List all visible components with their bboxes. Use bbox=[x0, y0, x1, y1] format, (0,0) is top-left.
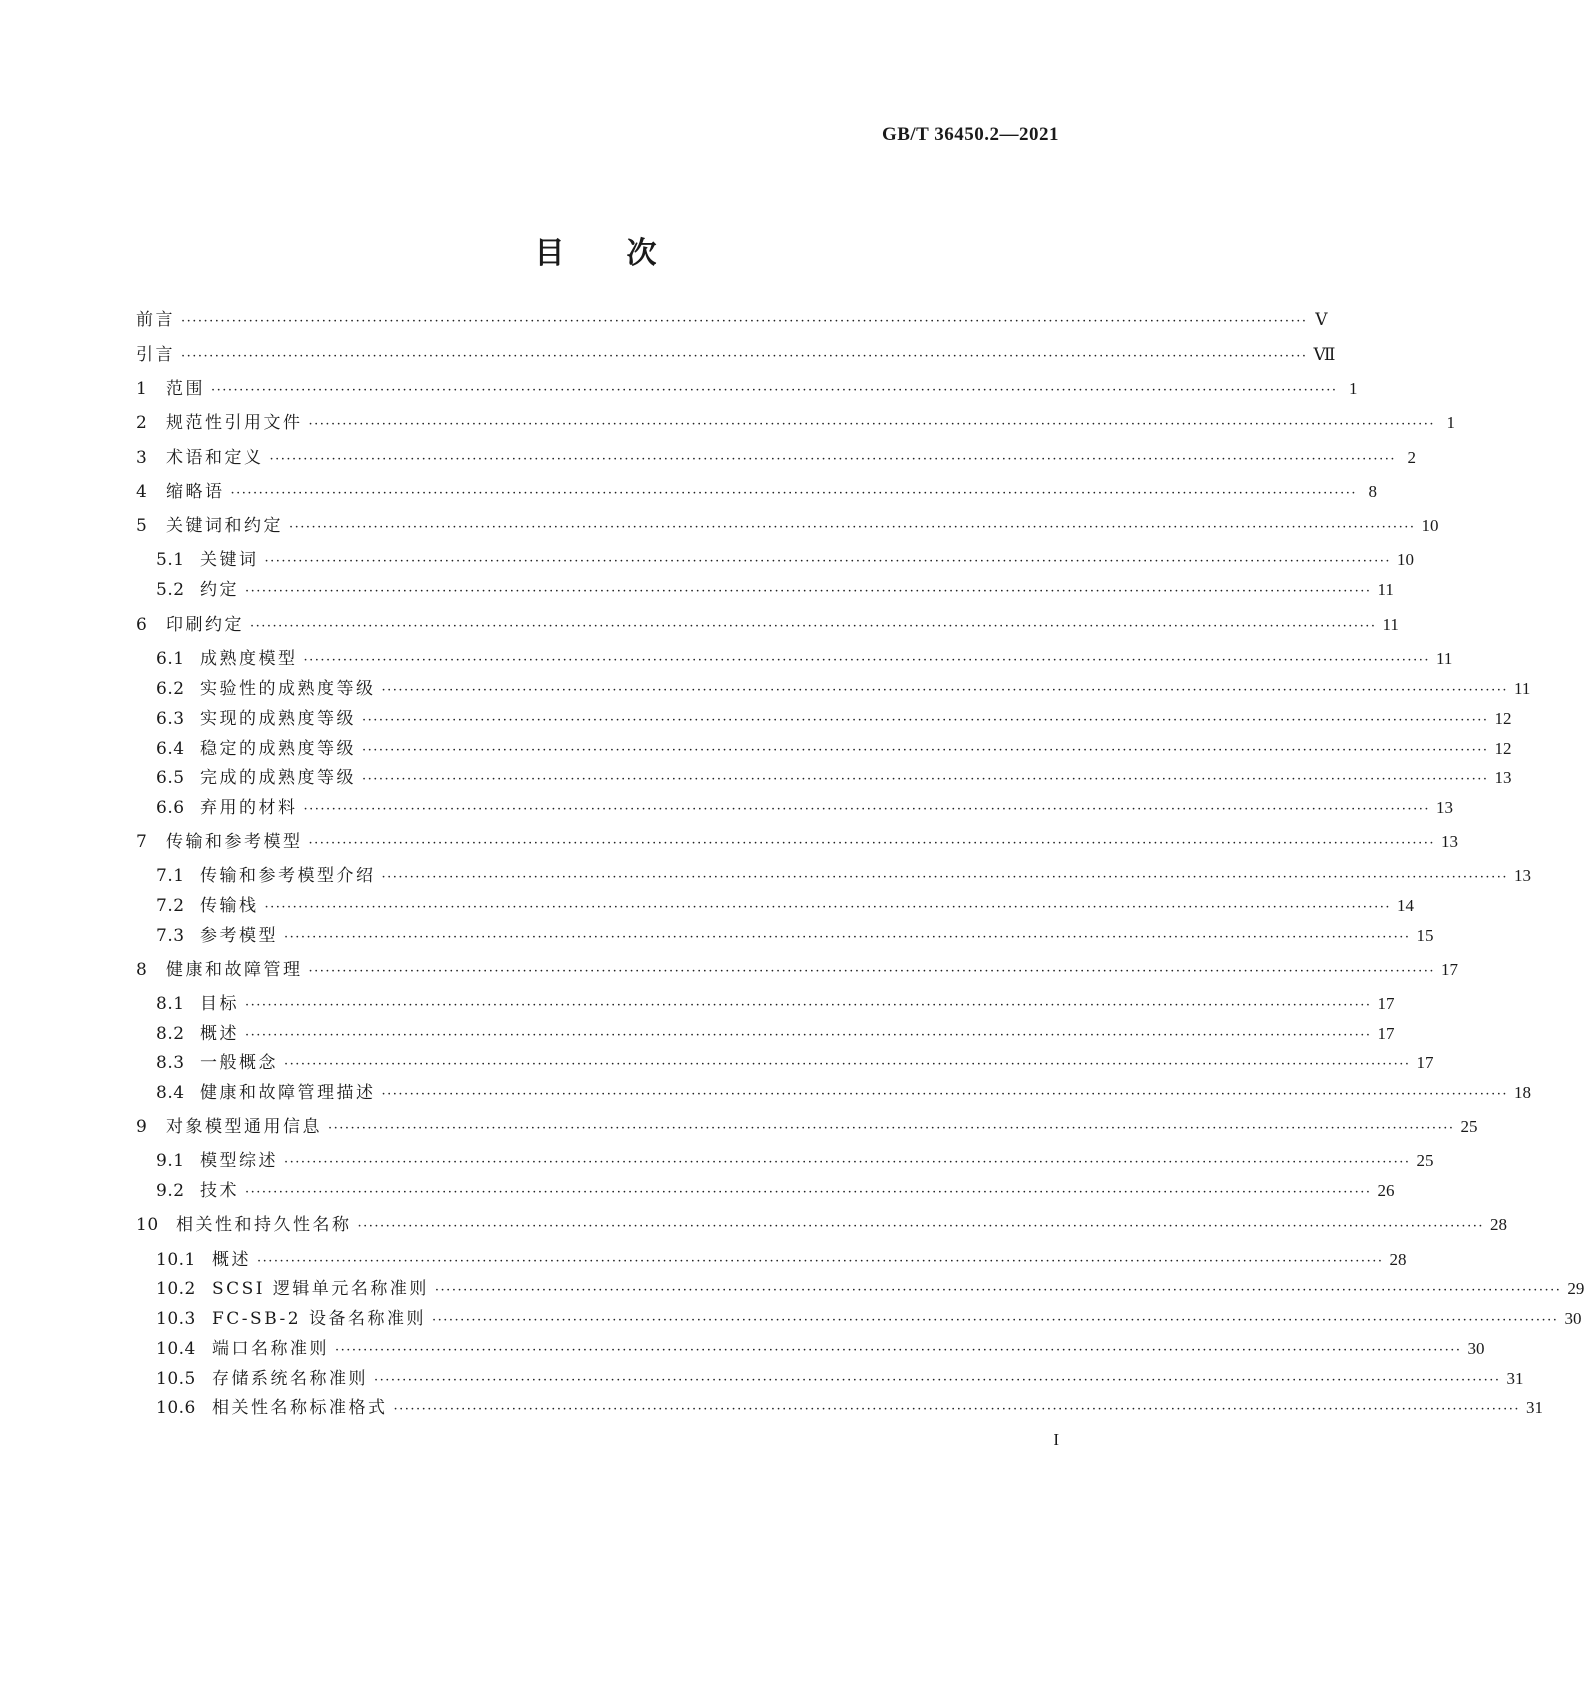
toc-entry-number: 6.4 bbox=[156, 739, 185, 759]
toc-entry[interactable] bbox=[156, 578, 1394, 602]
dot-leader: ········································································································································································································ bbox=[264, 554, 1391, 569]
toc-entry-number: 9.2 bbox=[156, 1181, 185, 1201]
toc-entry[interactable] bbox=[156, 894, 1414, 918]
toc-entry[interactable] bbox=[156, 766, 1512, 790]
toc-entry-label: 规范性引用文件 bbox=[166, 413, 303, 433]
toc-entry-label: 健康和故障管理描述 bbox=[200, 1083, 376, 1103]
toc-entry-page: 13 bbox=[1513, 866, 1531, 885]
toc-entry[interactable] bbox=[156, 864, 1531, 888]
toc-entry-label: 技术 bbox=[200, 1181, 239, 1201]
toc-entry-page: 13 bbox=[1494, 768, 1512, 787]
toc-entry-label: 关键词和约定 bbox=[166, 516, 283, 536]
toc-entry-label: 目标 bbox=[200, 994, 239, 1014]
toc-entry-page: 11 bbox=[1377, 580, 1394, 599]
toc-entry-label: 印刷约定 bbox=[166, 615, 244, 635]
toc-entry-label: 传输栈 bbox=[200, 896, 259, 916]
toc-entry[interactable] bbox=[136, 1213, 1507, 1237]
dot-leader: ········································································································································································································ bbox=[434, 1283, 1562, 1298]
title-char-1: 目 bbox=[534, 236, 565, 271]
toc-entry[interactable] bbox=[136, 613, 1399, 637]
toc-entry[interactable] bbox=[156, 707, 1512, 731]
toc-entry[interactable] bbox=[136, 514, 1439, 538]
dot-leader: ········································································································································································································ bbox=[357, 1219, 1484, 1234]
toc-entry-page: 17 bbox=[1377, 994, 1395, 1013]
toc-entry-number: 4 bbox=[136, 482, 148, 502]
toc-entry-number: 7.3 bbox=[156, 926, 185, 946]
toc-entry-label: 弃用的材料 bbox=[200, 798, 298, 818]
toc-entry-page: 11 bbox=[1513, 679, 1531, 698]
toc-entry-number: 10.2 bbox=[156, 1279, 196, 1299]
toc-entry-label: 前言 bbox=[136, 310, 175, 330]
dot-leader: ········································································································································································································ bbox=[250, 619, 1377, 634]
dot-leader: ········································································································································································································ bbox=[303, 802, 1430, 817]
toc-entry-number: 6.1 bbox=[156, 649, 185, 669]
toc-entry-page: 25 bbox=[1460, 1117, 1478, 1136]
toc-entry-page: 17 bbox=[1440, 960, 1458, 979]
toc-entry-number: 10.4 bbox=[156, 1339, 196, 1359]
dot-leader: ········································································································································································································ bbox=[257, 1254, 1384, 1269]
toc-entry-number: 7.2 bbox=[156, 896, 185, 916]
toc-entry-label: 术语和定义 bbox=[166, 448, 264, 468]
toc-entry[interactable] bbox=[156, 1179, 1395, 1203]
toc-entry-page: 31 bbox=[1525, 1398, 1543, 1417]
dot-leader: ········································································································································································································ bbox=[264, 900, 1391, 915]
toc-entry[interactable] bbox=[156, 647, 1453, 671]
toc-entry-page: 28 bbox=[1389, 1250, 1407, 1269]
toc-entry-label: 传输和参考模型介绍 bbox=[200, 866, 376, 886]
toc-entry[interactable] bbox=[136, 1115, 1478, 1139]
toc-entry-page: 12 bbox=[1494, 709, 1512, 728]
toc-entry-label: 引言 bbox=[136, 345, 175, 365]
toc-entry-number: 10.1 bbox=[156, 1250, 196, 1270]
toc-entry-number: 5.1 bbox=[156, 550, 185, 570]
dot-leader: ········································································································································································································ bbox=[335, 1343, 1462, 1358]
toc-entry-label: 对象模型通用信息 bbox=[166, 1117, 322, 1137]
toc-entry[interactable] bbox=[156, 796, 1453, 820]
dot-leader: ········································································································································································································ bbox=[284, 930, 1411, 945]
toc-entry-number: 9 bbox=[136, 1117, 148, 1137]
toc-entry[interactable] bbox=[156, 1337, 1485, 1361]
page-title bbox=[0, 228, 1191, 272]
dot-leader: ········································································································································································································ bbox=[374, 1373, 1501, 1388]
toc-entry[interactable] bbox=[136, 830, 1458, 854]
toc-entry[interactable] bbox=[136, 377, 1358, 401]
toc-entry-page: 13 bbox=[1440, 832, 1458, 851]
toc-entry-number: 3 bbox=[136, 448, 148, 468]
dot-leader: ········································································································································································································ bbox=[284, 1155, 1411, 1170]
toc-entry[interactable] bbox=[136, 446, 1416, 470]
dot-leader: ········································································································································································································ bbox=[431, 1313, 1559, 1328]
toc-entry-page: 10 bbox=[1421, 516, 1439, 535]
toc-entry-label: 端口名称准则 bbox=[212, 1339, 329, 1359]
toc-entry-label: 概述 bbox=[212, 1250, 251, 1270]
toc-entry-label: 稳定的成熟度等级 bbox=[200, 739, 356, 759]
dot-leader: ········································································································································································································ bbox=[303, 653, 1430, 668]
toc-entry-label: 一般概念 bbox=[200, 1053, 278, 1073]
toc-entry-number: 10.3 bbox=[156, 1309, 196, 1329]
dot-leader: ········································································································································································································ bbox=[308, 417, 1435, 432]
dot-leader: ········································································································································································································ bbox=[245, 998, 1372, 1013]
toc-entry-label: SCSI 逻辑单元名称准则 bbox=[212, 1279, 429, 1299]
dot-leader: ········································································································································································································ bbox=[245, 1028, 1372, 1043]
toc-entry-page: 26 bbox=[1377, 1181, 1395, 1200]
toc-entry-number: 7.1 bbox=[156, 866, 185, 886]
toc-entry-number: 10 bbox=[136, 1215, 159, 1235]
toc-entry-label: FC-SB-2 设备名称准则 bbox=[212, 1309, 426, 1329]
toc-entry-label: 存储系统名称准则 bbox=[212, 1369, 368, 1389]
toc-entry-number: 5 bbox=[136, 516, 148, 536]
toc-entry-label: 模型综述 bbox=[200, 1151, 278, 1171]
toc-entry[interactable] bbox=[136, 411, 1455, 435]
toc-entry-number: 8.1 bbox=[156, 994, 185, 1014]
toc-entry-page: 13 bbox=[1435, 798, 1453, 817]
toc-entry[interactable] bbox=[136, 308, 1328, 332]
toc-entry-number: 8.2 bbox=[156, 1024, 185, 1044]
toc-entry-number: 8.3 bbox=[156, 1053, 185, 1073]
title-char-2: 次 bbox=[626, 236, 657, 271]
toc-entry-number: 10.6 bbox=[156, 1398, 196, 1418]
toc-entry-label: 相关性和持久性名称 bbox=[176, 1215, 352, 1235]
dot-leader: ········································································································································································································ bbox=[284, 1057, 1411, 1072]
toc-entry-number: 5.2 bbox=[156, 580, 185, 600]
toc-entry-page: 10 bbox=[1396, 550, 1414, 569]
toc-entry[interactable] bbox=[156, 737, 1512, 761]
toc-entry-number: 8 bbox=[136, 960, 148, 980]
dot-leader: ········································································································································································································ bbox=[381, 870, 1508, 885]
dot-leader: ········································································································································································································ bbox=[362, 713, 1489, 728]
toc-entry-page: 17 bbox=[1377, 1024, 1395, 1043]
dot-leader: ········································································································································································································ bbox=[328, 1121, 1455, 1136]
toc-entry[interactable] bbox=[156, 1051, 1434, 1075]
toc-entry-page: 2 bbox=[1407, 448, 1416, 467]
toc-entry-page: Ⅶ bbox=[1313, 345, 1336, 364]
toc-entry-label: 概述 bbox=[200, 1024, 239, 1044]
toc-entry-number: 8.4 bbox=[156, 1083, 185, 1103]
dot-leader: ········································································································································································································ bbox=[289, 520, 1416, 535]
toc-entry[interactable] bbox=[136, 343, 1336, 367]
toc-entry[interactable] bbox=[156, 1367, 1524, 1391]
dot-leader: ········································································································································································································ bbox=[269, 452, 1396, 467]
toc-entry-number: 6.2 bbox=[156, 679, 185, 699]
dot-leader: ········································································································································································································ bbox=[181, 314, 1308, 329]
toc-entry[interactable] bbox=[136, 480, 1377, 504]
toc-entry-page: 1 bbox=[1446, 413, 1455, 432]
toc-entry[interactable] bbox=[156, 1081, 1531, 1105]
toc-entry-page: 29 bbox=[1567, 1279, 1584, 1298]
toc-entry-label: 约定 bbox=[200, 580, 239, 600]
toc-entry-page: 11 bbox=[1382, 615, 1399, 634]
toc-entry-page: 18 bbox=[1513, 1083, 1531, 1102]
toc-entry[interactable] bbox=[156, 677, 1531, 701]
dot-leader: ········································································································································································································ bbox=[362, 743, 1489, 758]
toc-entry-number: 9.1 bbox=[156, 1151, 185, 1171]
standard-code: GB/T 36450.2—2021 bbox=[881, 124, 1059, 145]
dot-leader: ········································································································································································································ bbox=[245, 584, 1372, 599]
toc-entry-number: 6.6 bbox=[156, 798, 185, 818]
toc-entry-label: 范围 bbox=[166, 379, 205, 399]
toc-entry[interactable] bbox=[156, 1022, 1395, 1046]
dot-leader: ········································································································································································································ bbox=[362, 772, 1489, 787]
toc-entry-page: 8 bbox=[1368, 482, 1377, 501]
toc-entry-number: 10.5 bbox=[156, 1369, 196, 1389]
toc-entry-page: 31 bbox=[1506, 1369, 1524, 1388]
toc-entry-number: 7 bbox=[136, 832, 148, 852]
toc-entry[interactable] bbox=[136, 958, 1458, 982]
dot-leader: ········································································································································································································ bbox=[308, 836, 1435, 851]
toc-entry-page: 1 bbox=[1348, 379, 1358, 398]
toc-entry-number: 1 bbox=[136, 379, 148, 399]
toc-entry[interactable] bbox=[156, 924, 1434, 948]
dot-leader: ········································································································································································································ bbox=[181, 349, 1308, 364]
toc-entry-number: 6.5 bbox=[156, 768, 185, 788]
toc-entry[interactable] bbox=[156, 1277, 1584, 1301]
toc-entry-page: 25 bbox=[1416, 1151, 1434, 1170]
page-number: I bbox=[1053, 1430, 1059, 1449]
toc-entry-number: 6.3 bbox=[156, 709, 185, 729]
toc-entry-label: 完成的成熟度等级 bbox=[200, 768, 356, 788]
toc-entry[interactable] bbox=[156, 992, 1395, 1016]
toc-entry-page: 28 bbox=[1489, 1215, 1507, 1234]
toc-entry-label: 实验性的成熟度等级 bbox=[200, 679, 376, 699]
dot-leader: ········································································································································································································ bbox=[381, 683, 1508, 698]
toc-entry-number: 6 bbox=[136, 615, 148, 635]
dot-leader: ········································································································································································································ bbox=[381, 1087, 1508, 1102]
toc-entry-label: 缩略语 bbox=[166, 482, 225, 502]
toc-entry-page: 12 bbox=[1494, 739, 1512, 758]
toc-entry-page: Ⅴ bbox=[1315, 310, 1328, 329]
toc-entry-page: 11 bbox=[1435, 649, 1453, 668]
toc-entry[interactable] bbox=[156, 1396, 1543, 1420]
toc-entry-page: 15 bbox=[1416, 926, 1434, 945]
dot-leader: ········································································································································································································ bbox=[211, 383, 1338, 398]
toc-entry[interactable] bbox=[156, 1307, 1582, 1331]
toc-entry-label: 健康和故障管理 bbox=[166, 960, 303, 980]
toc-entry[interactable] bbox=[156, 1149, 1434, 1173]
toc-entry-page: 30 bbox=[1564, 1309, 1582, 1328]
toc-entry[interactable] bbox=[156, 1248, 1407, 1272]
toc-entry-label: 参考模型 bbox=[200, 926, 278, 946]
toc-entry-label: 实现的成熟度等级 bbox=[200, 709, 356, 729]
toc-entry-label: 关键词 bbox=[200, 550, 259, 570]
dot-leader: ········································································································································································································ bbox=[230, 486, 1357, 501]
toc-entry[interactable] bbox=[156, 548, 1414, 572]
toc-entry-page: 17 bbox=[1416, 1053, 1434, 1072]
toc-entry-label: 相关性名称标准格式 bbox=[212, 1398, 388, 1418]
toc-entry-page: 30 bbox=[1467, 1339, 1485, 1358]
toc-entry-page: 14 bbox=[1396, 896, 1414, 915]
toc-entry-number: 2 bbox=[136, 413, 148, 433]
dot-leader: ········································································································································································································ bbox=[245, 1185, 1372, 1200]
toc-entry-label: 传输和参考模型 bbox=[166, 832, 303, 852]
dot-leader: ········································································································································································································ bbox=[308, 964, 1435, 979]
dot-leader: ········································································································································································································ bbox=[393, 1402, 1520, 1417]
toc-entry-label: 成熟度模型 bbox=[200, 649, 298, 669]
